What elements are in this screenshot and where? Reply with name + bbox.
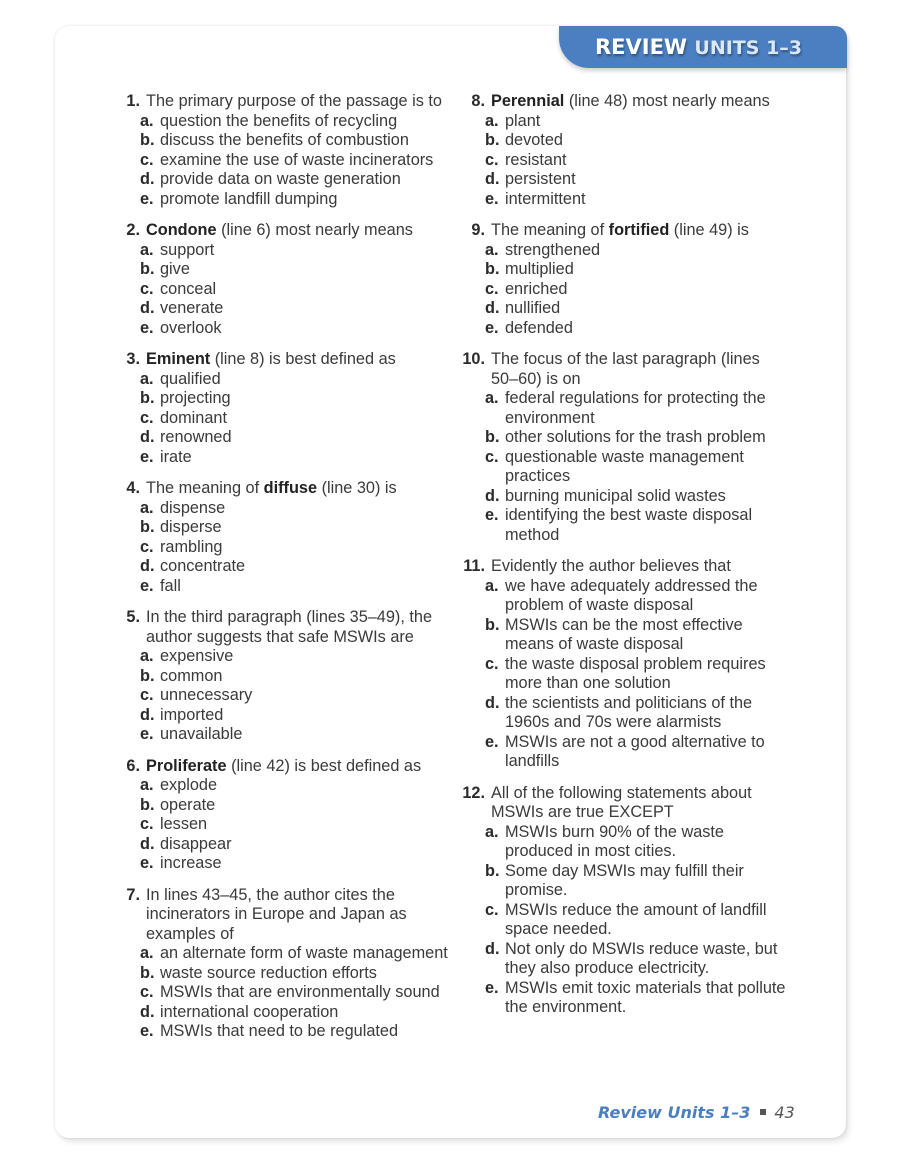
question-item (110, 479, 450, 596)
option-text: expensive (160, 647, 234, 665)
answer-option[interactable] (140, 647, 450, 667)
option-letter: b. (485, 131, 500, 149)
option-text: dispense (160, 498, 226, 517)
option-text: give (160, 260, 190, 278)
answer-option[interactable] (485, 170, 790, 190)
answer-option[interactable] (485, 448, 790, 487)
option-letter: c. (485, 447, 499, 466)
question-text-pre: The meaning of (491, 221, 609, 239)
question-keyword: fortified (608, 221, 670, 239)
answer-option[interactable] (140, 428, 450, 448)
header-title-bold: REVIEW (595, 35, 688, 59)
option-letter: b. (485, 615, 500, 634)
option-letter: c. (485, 279, 499, 298)
option-letter: a. (485, 111, 499, 130)
question-item (110, 92, 450, 209)
question-number: 3. (126, 350, 140, 368)
footer-label: Review Units 1–3 (598, 1103, 751, 1122)
option-text: MSWIs emit toxic materials that pollute the environment. (505, 978, 786, 1016)
review-header-tab (559, 26, 847, 68)
question-text-post: (line 48) most nearly means (564, 92, 770, 110)
option-text: intermittent (505, 189, 586, 208)
option-letter: c. (140, 815, 154, 833)
question-keyword: Perennial (491, 92, 565, 110)
page-number: 43 (774, 1103, 795, 1122)
option-text: overlook (160, 318, 222, 337)
option-text: devoted (505, 131, 563, 149)
question-number: 8. (471, 92, 485, 110)
answer-option[interactable] (140, 667, 450, 687)
option-text: an alternate form of waste management (160, 944, 448, 962)
answer-option[interactable] (485, 901, 790, 940)
question-text-pre: The meaning of (146, 479, 264, 497)
option-text: promote landfill dumping (160, 189, 338, 208)
option-letter: e. (140, 447, 154, 466)
questions-left-column (110, 92, 450, 1054)
question-number: 7. (126, 885, 140, 904)
option-letter: e. (140, 318, 154, 337)
question-item (455, 221, 790, 338)
option-text: provide data on waste generation (160, 170, 401, 188)
question-text (146, 479, 450, 499)
option-letter: c. (140, 686, 154, 704)
option-letter: a. (140, 776, 154, 794)
answer-option[interactable] (140, 854, 450, 874)
option-letter: e. (485, 732, 499, 751)
answer-option[interactable] (140, 448, 450, 468)
answer-option[interactable] (140, 170, 450, 190)
question-number: 5. (126, 608, 140, 626)
answer-option[interactable] (485, 862, 790, 901)
option-letter: d. (140, 428, 155, 446)
option-text: international cooperation (160, 1002, 339, 1021)
option-text: MSWIs burn 90% of the waste produced in most cities. (505, 822, 724, 860)
option-letter: c. (485, 900, 499, 919)
answer-option[interactable] (140, 151, 450, 171)
option-letter: a. (485, 822, 499, 841)
option-letter: b. (140, 518, 155, 536)
option-text: other solutions for the trash problem (505, 428, 766, 446)
answer-option[interactable] (140, 389, 450, 409)
option-letter: a. (140, 498, 154, 517)
question-number: 4. (126, 479, 140, 497)
questions-right-column (455, 92, 790, 1030)
option-text: Some day MSWIs may fulfill their promise. (505, 861, 744, 899)
option-text: renowned (160, 428, 232, 446)
option-letter: e. (140, 1022, 154, 1040)
option-letter: b. (140, 666, 155, 685)
answer-option[interactable] (140, 409, 450, 429)
option-text: lessen (160, 815, 208, 833)
answer-option[interactable] (140, 815, 450, 835)
question-text-post: (line 49) is (669, 221, 749, 239)
answer-option[interactable] (485, 694, 790, 733)
option-letter: a. (140, 647, 154, 665)
option-letter: c. (485, 654, 499, 673)
answer-option[interactable] (485, 151, 790, 171)
option-letter: d. (140, 299, 155, 317)
answer-option[interactable] (485, 823, 790, 862)
option-text: MSWIs reduce the amount of landfill space needed. (505, 900, 767, 938)
option-text: concentrate (160, 557, 246, 575)
question-stem (455, 350, 790, 389)
option-text: fall (160, 576, 181, 595)
question-stem (110, 479, 450, 499)
option-letter: c. (140, 279, 154, 298)
answer-option[interactable] (485, 979, 790, 1018)
option-text: defended (505, 318, 573, 337)
option-letter: d. (140, 1002, 155, 1021)
page-footer (598, 1103, 795, 1122)
option-text: Not only do MSWIs reduce waste, but they also produce electricity. (505, 939, 778, 977)
option-letter: b. (140, 260, 155, 278)
answer-option[interactable] (140, 280, 450, 300)
option-text: disperse (160, 518, 222, 536)
answer-option[interactable] (485, 299, 790, 319)
option-letter: a. (485, 389, 499, 407)
question-text (491, 784, 790, 823)
question-item (110, 757, 450, 874)
answer-option[interactable] (140, 499, 450, 519)
option-letter: d. (485, 486, 500, 505)
option-text: strengthened (505, 240, 601, 259)
answer-option[interactable] (485, 506, 790, 545)
answer-option[interactable] (140, 577, 450, 597)
question-number: 1. (126, 92, 140, 110)
question-stem (455, 92, 790, 112)
option-text: venerate (160, 299, 224, 317)
question-item (455, 350, 790, 545)
answer-option[interactable] (485, 389, 790, 428)
answer-option[interactable] (140, 686, 450, 706)
answer-option[interactable] (140, 557, 450, 577)
answer-option[interactable] (485, 241, 790, 261)
option-text: projecting (160, 389, 231, 407)
question-item (110, 886, 450, 1042)
option-letter: a. (485, 240, 499, 259)
option-letter: d. (485, 693, 500, 712)
option-letter: d. (485, 299, 500, 317)
answer-option[interactable] (140, 1022, 450, 1042)
question-item (110, 221, 450, 338)
question-stem (455, 557, 790, 577)
answer-option[interactable] (140, 131, 450, 151)
question-text (146, 92, 450, 112)
header-title-rest: UNITS 1–3 (694, 37, 803, 59)
option-text: discuss the benefits of combustion (160, 131, 409, 149)
question-text (146, 221, 450, 241)
question-stem (110, 608, 450, 647)
option-letter: c. (140, 150, 154, 169)
answer-option[interactable] (485, 616, 790, 655)
option-text: waste source reduction efforts (160, 963, 377, 982)
question-keyword: Eminent (146, 350, 211, 368)
question-text-pre: The focus of the last paragraph (lines 50–60) is on (491, 350, 760, 388)
answer-option[interactable] (485, 190, 790, 210)
option-letter: a. (140, 240, 154, 259)
option-letter: d. (140, 170, 155, 188)
option-text: MSWIs can be the most effective means of waste disposal (505, 615, 743, 653)
question-text-pre: The primary purpose of the passage is to (146, 92, 442, 110)
option-text: we have adequately addressed the problem of waste disposal (505, 576, 758, 614)
question-stem (455, 221, 790, 241)
option-text: resistant (505, 150, 567, 169)
question-item (455, 784, 790, 1018)
option-text: dominant (160, 408, 227, 427)
option-letter: c. (140, 408, 154, 427)
answer-option[interactable] (485, 655, 790, 694)
question-text-pre: In the third paragraph (lines 35–49), the author suggests that safe MSWIs are (146, 608, 433, 646)
option-text: operate (160, 795, 216, 814)
option-letter: c. (140, 537, 154, 556)
answer-option[interactable] (485, 487, 790, 507)
answer-option[interactable] (140, 835, 450, 855)
option-letter: e. (140, 854, 154, 872)
question-text (146, 757, 450, 777)
question-text-post: (line 8) is best defined as (210, 350, 396, 368)
option-letter: a. (485, 576, 499, 595)
option-text: MSWIs that need to be regulated (160, 1022, 399, 1040)
answer-option[interactable] (140, 538, 450, 558)
option-text: the waste disposal problem requires more than one solution (505, 654, 766, 692)
option-text: identifying the best waste disposal method (505, 506, 753, 544)
question-text (146, 350, 450, 370)
question-text-post: (line 6) most nearly means (216, 221, 413, 239)
option-text: the scientists and politicians of the 1960s and 70s were alarmists (505, 693, 753, 731)
option-letter: c. (140, 983, 154, 1001)
question-text-post: (line 42) is best defined as (226, 756, 422, 775)
option-text: multiplied (505, 260, 574, 278)
question-text (491, 350, 790, 389)
option-text: rambling (160, 537, 223, 556)
question-keyword: Proliferate (146, 756, 227, 775)
answer-option[interactable] (140, 964, 450, 984)
option-text: plant (505, 111, 541, 130)
option-letter: a. (140, 944, 154, 962)
question-stem (455, 784, 790, 823)
question-number: 6. (126, 756, 140, 775)
option-text: unavailable (160, 725, 243, 743)
question-number: 10. (462, 350, 485, 368)
option-letter: e. (140, 189, 154, 208)
option-letter: b. (485, 260, 500, 278)
question-text-pre: Evidently the author believes that (491, 557, 731, 575)
answer-option[interactable] (485, 577, 790, 616)
question-text (146, 886, 450, 945)
footer-square-bullet (760, 1109, 766, 1115)
answer-option[interactable] (485, 319, 790, 339)
option-letter: d. (140, 834, 155, 853)
question-text-pre: All of the following statements about MSWIs are true EXCEPT (491, 783, 752, 821)
option-text: MSWIs are not a good alternative to landfills (505, 732, 765, 770)
answer-option[interactable] (140, 241, 450, 261)
answer-option[interactable] (485, 260, 790, 280)
option-text: enriched (505, 279, 568, 298)
answer-option[interactable] (140, 370, 450, 390)
question-number: 2. (126, 221, 140, 239)
answer-option[interactable] (140, 299, 450, 319)
option-letter: b. (140, 795, 155, 814)
option-text: persistent (505, 170, 576, 188)
question-item (455, 557, 790, 772)
option-letter: a. (140, 369, 154, 388)
answer-option[interactable] (485, 112, 790, 132)
answer-option[interactable] (140, 1003, 450, 1023)
option-letter: e. (485, 506, 499, 524)
header-title (595, 35, 802, 59)
answer-option[interactable] (140, 796, 450, 816)
option-text: disappear (160, 834, 232, 853)
option-text: nullified (505, 299, 561, 317)
answer-option[interactable] (140, 319, 450, 339)
question-text (491, 221, 790, 241)
option-text: federal regulations for protecting the environment (505, 389, 766, 427)
answer-option[interactable] (485, 428, 790, 448)
option-text: MSWIs that are environmentally sound (160, 983, 440, 1001)
question-item (455, 92, 790, 209)
option-letter: d. (485, 170, 500, 188)
option-text: conceal (160, 279, 217, 298)
answer-option[interactable] (140, 260, 450, 280)
answer-option[interactable] (140, 776, 450, 796)
answer-option[interactable] (140, 190, 450, 210)
option-letter: e. (140, 725, 154, 743)
option-letter: e. (485, 978, 499, 997)
option-letter: b. (485, 861, 500, 880)
option-letter: e. (485, 318, 499, 337)
option-letter: c. (485, 150, 499, 169)
question-text-post: (line 30) is (317, 479, 397, 497)
option-letter: d. (140, 705, 155, 724)
answer-option[interactable] (140, 518, 450, 538)
option-text: irate (160, 447, 192, 466)
question-stem (110, 350, 450, 370)
option-text: qualified (160, 369, 221, 388)
option-letter: a. (140, 111, 154, 130)
answer-option[interactable] (485, 280, 790, 300)
question-number: 12. (462, 783, 485, 802)
answer-option[interactable] (485, 131, 790, 151)
option-text: question the benefits of recycling (160, 111, 398, 130)
question-number: 11. (463, 557, 485, 575)
answer-option[interactable] (140, 944, 450, 964)
question-stem (110, 92, 450, 112)
question-text (491, 557, 790, 577)
answer-option[interactable] (140, 983, 450, 1003)
answer-option[interactable] (140, 725, 450, 745)
option-letter: b. (485, 428, 500, 446)
answer-option[interactable] (485, 940, 790, 979)
question-text (146, 608, 450, 647)
answer-option[interactable] (140, 706, 450, 726)
option-text: explode (160, 776, 218, 794)
option-text: imported (160, 705, 224, 724)
question-item (110, 608, 450, 745)
option-text: examine the use of waste incinerators (160, 150, 434, 169)
option-text: support (160, 240, 215, 259)
option-text: increase (160, 854, 222, 872)
question-text-pre: In lines 43–45, the author cites the incinerators in Europe and Japan as examples of (146, 885, 407, 943)
option-text: questionable waste management practices (505, 447, 744, 485)
answer-option[interactable] (140, 112, 450, 132)
option-letter: b. (140, 389, 155, 407)
question-keyword: diffuse (263, 479, 318, 497)
option-text: unnecessary (160, 686, 253, 704)
option-text: burning municipal solid wastes (505, 486, 726, 505)
option-letter: d. (140, 557, 155, 575)
question-item (110, 350, 450, 467)
option-letter: e. (485, 189, 499, 208)
question-text (491, 92, 790, 112)
question-stem (110, 221, 450, 241)
question-keyword: Condone (146, 221, 217, 239)
question-number: 9. (471, 221, 485, 239)
option-letter: d. (485, 939, 500, 958)
option-letter: b. (140, 963, 155, 982)
option-letter: b. (140, 131, 155, 149)
question-stem (110, 757, 450, 777)
option-letter: e. (140, 576, 154, 595)
question-stem (110, 886, 450, 945)
option-text: common (160, 666, 223, 685)
answer-option[interactable] (485, 733, 790, 772)
